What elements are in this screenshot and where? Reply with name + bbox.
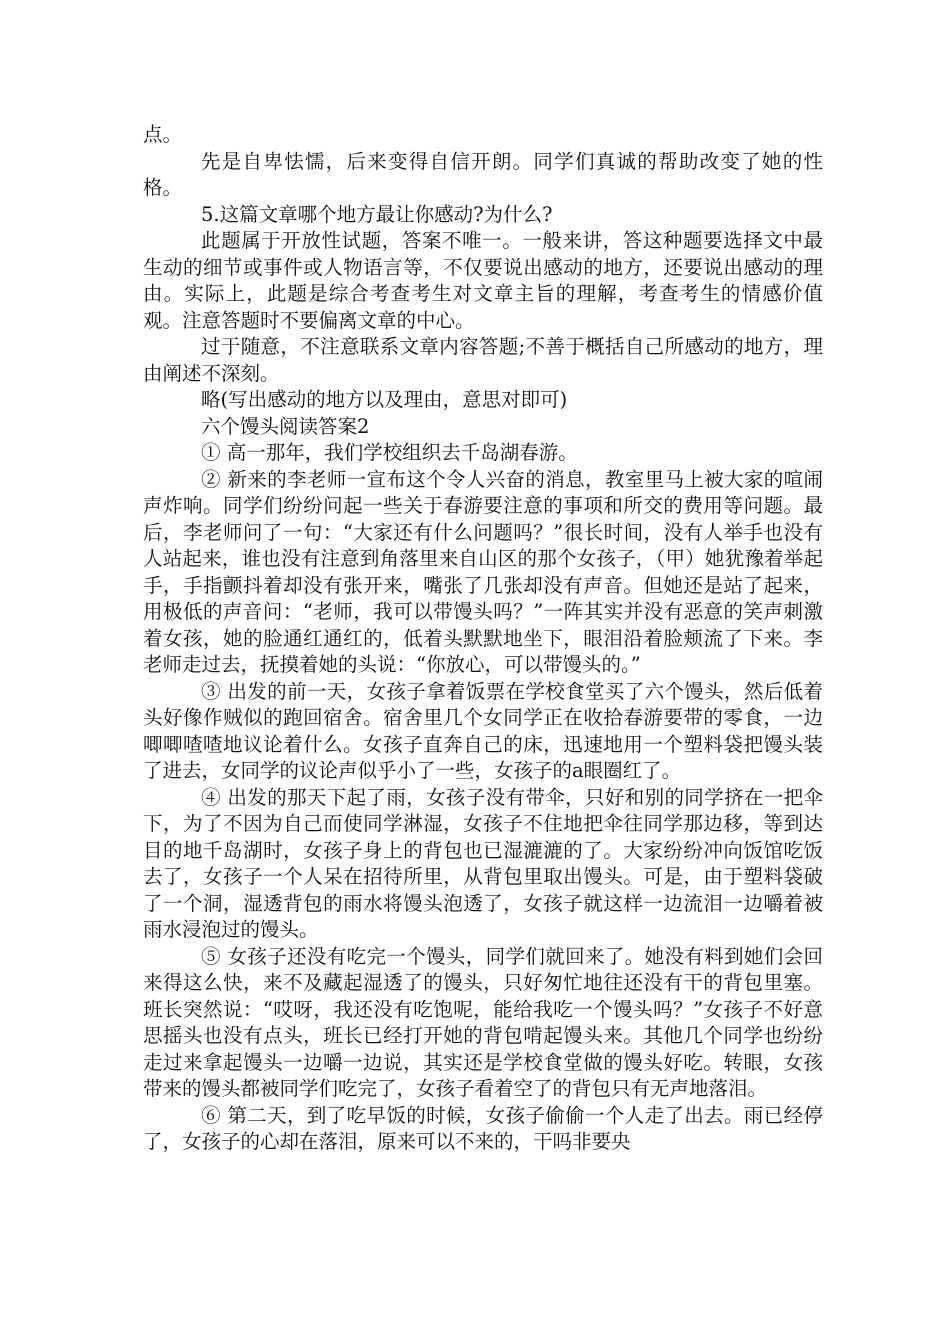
question-heading: 5.这篇文章哪个地方最让你感动?为什么? xyxy=(201,202,553,226)
paragraph: 略(写出感动的地方以及理由，意思对即可) xyxy=(201,388,568,411)
section-title: 六个馒头阅读答案2 xyxy=(201,414,370,438)
paragraph: 此题属于开放性试题，答案不唯一。一般来讲，答这种题要选择文中最生动的细节或事件或人物语言等，不仅要说出感动的地方，还要说出感动的理由。实际上，此题是综合考查考生对文章主旨的理解，考查考生的情感价值观。注意答题时不要偏离文章的中心。 xyxy=(143,229,823,332)
paragraph: ⑤ 女孩子还没有吃完一个馒头，同学们就回来了。她没有料到她们会回来得这么快，来不及藏起湿透了的馒头，只好匆忙地往还没有干的背包里塞。班长突然说：“哎呀，我还没有吃饱呢，能给我吃一个馒头吗？”女孩子不好意思摇头也没有点头，班长已经打开她的背包啃起馒头来。其他几个同学也纷纷走过来拿起馒头一边嚼一边说，其实还是学校食堂做的馒头好吃。转眼，女孩带来的馒头都被同学们吃完了，女孩子看着空了的背包只有无声地落泪。 xyxy=(143,944,823,1100)
paragraph: 先是自卑怯懦，后来变得自信开朗。同学们真诚的帮助改变了她的性格。 xyxy=(143,149,823,199)
paragraph: 点。 xyxy=(143,123,183,146)
paragraph: ④ 出发的那天下起了雨，女孩子没有带伞，只好和别的同学挤在一把伞下，为了不因为自己而使同学淋湿，女孩子不住地把伞往同学那边移，等到达目的地千岛湖时，女孩子身上的背包也已湿漉漉的了。大家纷纷冲向饭馆吃饭去了，女孩子一个人呆在招待所里，从背包里取出馒头。可是，由于塑料袋破了一个洞，湿透背包的雨水将馒头泡透了，女孩子就这样一边流泪一边嚼着被雨水浸泡过的馒头。 xyxy=(143,785,823,941)
paragraph: ③ 出发的前一天，女孩子拿着饭票在学校食堂买了六个馒头，然后低着头好像作贼似的跑回宿舍。宿舍里几个女同学正在收拾春游要带的零食，一边唧唧喳喳地议论着什么。女孩子直奔自己的床，迅速地用一个塑料袋把馒头装了进去，女同学的议论声似乎小了一些，女孩子的a眼圈红了。 xyxy=(143,679,823,782)
document-page xyxy=(143,122,823,1156)
paragraph: 过于随意，不注意联系文章内容答题;不善于概括自己所感动的地方，理由阐述不深刻。 xyxy=(143,335,823,385)
paragraph: ① 高一那年，我们学校组织去千岛湖春游。 xyxy=(201,441,578,464)
paragraph: ⑥ 第二天，到了吃早饭的时候，女孩子偷偷一个人走了出去。雨已经停了，女孩子的心却在落泪，原来可以不来的，干吗非要央 xyxy=(143,1103,823,1153)
paragraph: ② 新来的李老师一宣布这个令人兴奋的消息，教室里马上被大家的喧闹声炸响。同学们纷纷问起一些关于春游要注意的事项和所交的费用等问题。最后，李老师问了一句：“大家还有什么问题吗？”很长时间，没有人举手也没有人站起来，谁也没有注意到角落里来自山区的那个女孩子，（甲）她犹豫着举起手，手指颤抖着却没有张开来，嘴张了几张却没有声音。但她还是站了起来，用极低的声音问：“老师，我可以带馒头吗？”一阵其实并没有恶意的笑声刺激着女孩，她的脸通红通红的，低着头默默地坐下，眼泪沿着脸颊流了下来。李老师走过去，抚摸着她的头说：“你放心，可以带馒头的。” xyxy=(143,467,823,676)
